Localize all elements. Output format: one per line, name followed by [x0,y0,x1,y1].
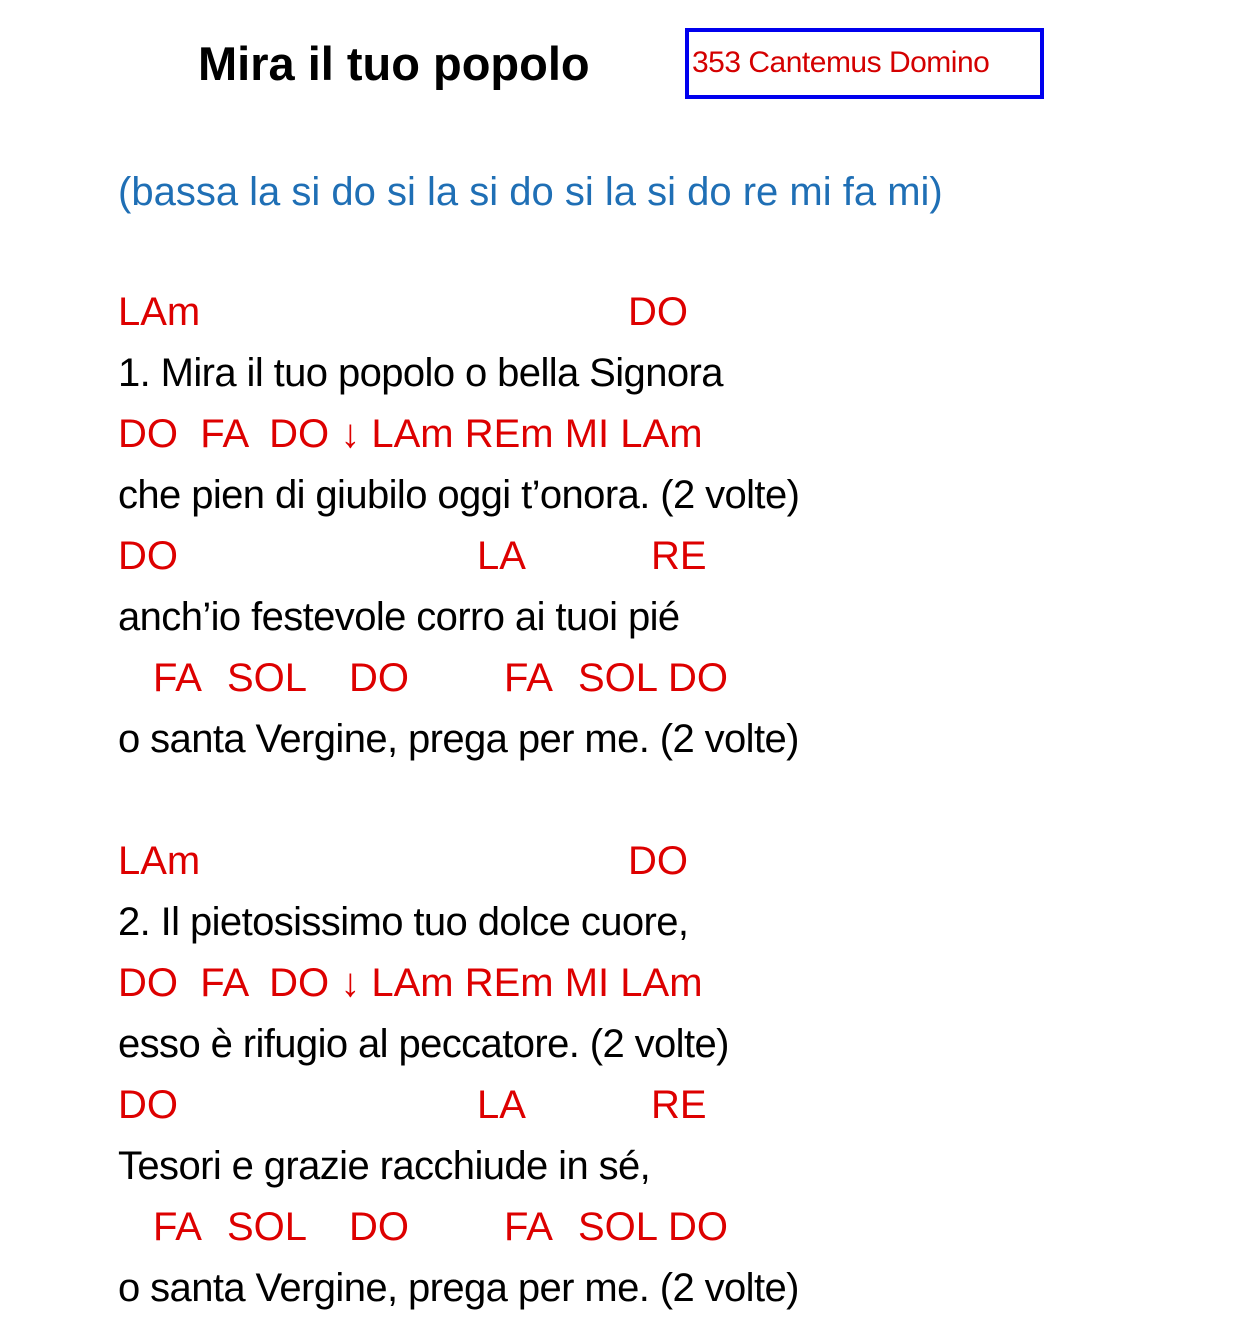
chord: DO [668,656,728,700]
chord: RE [651,1083,707,1127]
intro-note: (bassa la si do si la si do si la si do re mi fa mi) [118,170,943,214]
chord: FA [153,656,202,700]
lyric-line: anch’io festevole corro ai tuoi pié [118,595,680,639]
chord: LA [477,1083,526,1127]
chord: DO [668,1205,728,1249]
catalog-box [685,28,1044,99]
lyric-line: esso è rifugio al peccatore. (2 volte) [118,1022,729,1066]
catalog-number: 353 Cantemus Domino [692,46,990,79]
chord: FA [504,1205,553,1249]
page-title: Mira il tuo popolo [198,37,590,90]
chord: DO [349,1205,409,1249]
lyric-line: o santa Vergine, prega per me. (2 volte) [118,717,799,761]
chord: LAm [118,290,201,334]
lyric-line: 2. Il pietosissimo tuo dolce cuore, [118,900,689,944]
chord: DO [349,656,409,700]
chord: LAm [118,839,201,883]
chord: SOL [227,656,308,700]
chord: DO [118,534,178,578]
lyric-line: 1. Mira il tuo popolo o bella Signora [118,351,723,395]
chord-line: DO FA DO ↓ LAm REm MI LAm [118,961,703,1005]
chord: DO [118,1083,178,1127]
chord: SOL [578,656,659,700]
lyric-line: o santa Vergine, prega per me. (2 volte) [118,1266,799,1310]
chord: FA [504,656,553,700]
chord: SOL [227,1205,308,1249]
chord: DO [628,290,688,334]
chord: RE [651,534,707,578]
chord: LA [477,534,526,578]
chord: SOL [578,1205,659,1249]
lyric-line: che pien di giubilo oggi t’onora. (2 volte) [118,473,800,517]
chord: DO [628,839,688,883]
chord-line: DO FA DO ↓ LAm REm MI LAm [118,412,703,456]
lyric-line: Tesori e grazie racchiude in sé, [118,1144,651,1188]
chord: FA [153,1205,202,1249]
